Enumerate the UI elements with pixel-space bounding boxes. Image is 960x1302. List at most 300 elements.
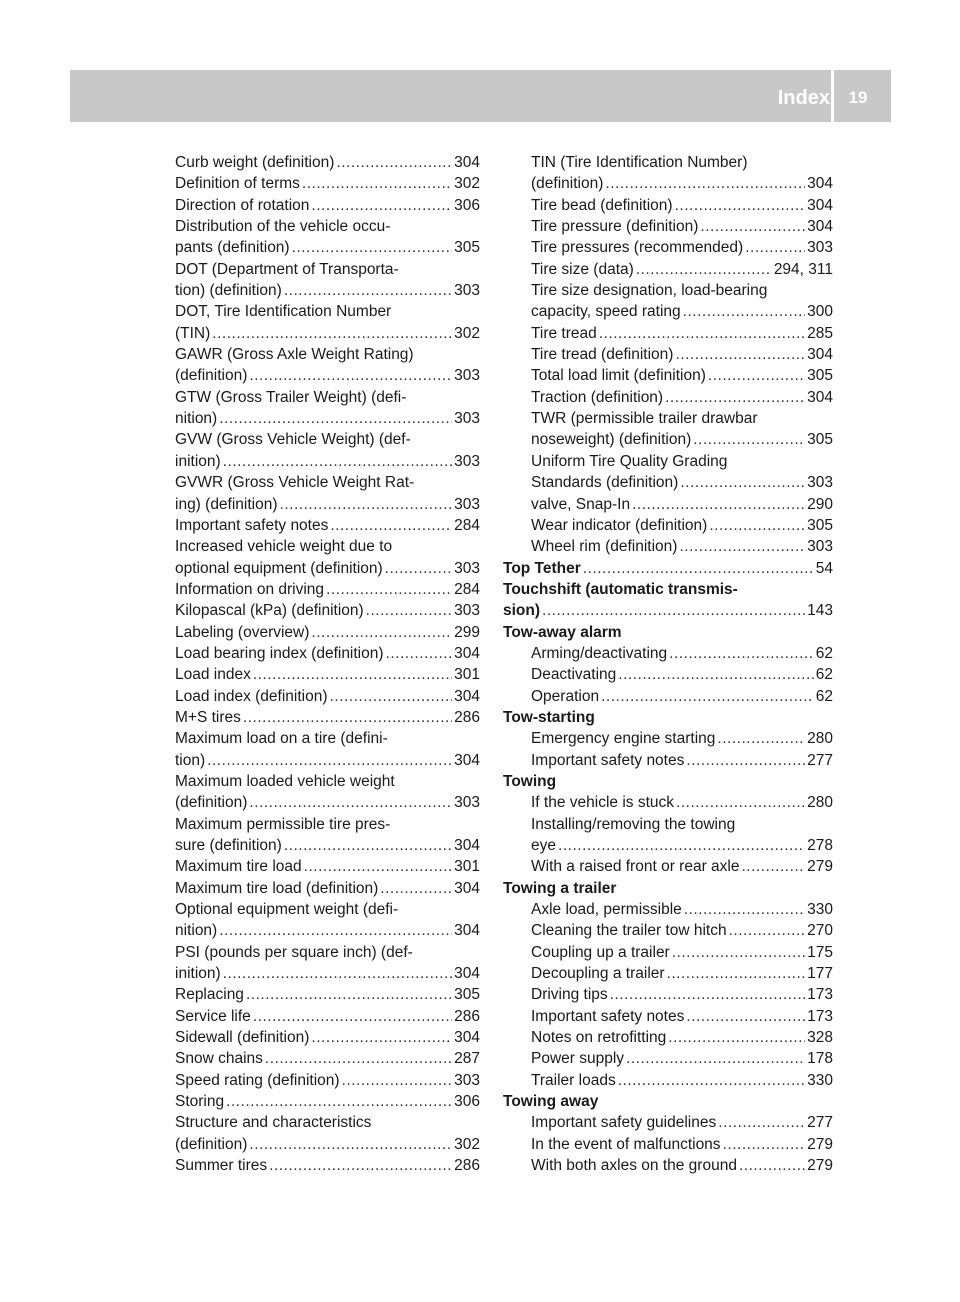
dot-leader [626,1048,805,1069]
index-entry [503,344,833,365]
index-entry-label: Uniform Tire Quality Grading [531,452,728,470]
index-page-ref[interactable]: 303 [454,602,480,620]
index-entry-label: Installing/removing the towing [531,815,736,833]
dot-leader [667,963,806,984]
dot-leader [311,195,452,216]
index-entry [175,152,480,173]
index-entry-label: Tire size designation, load-bearing [531,282,768,300]
index-entry-label: Touchshift (automatic transmis- [503,580,738,598]
index-heading [503,1091,833,1112]
dot-leader [558,835,805,856]
index-page-ref[interactable]: 173 [807,986,833,1004]
index-page-ref[interactable]: 304 [454,687,480,705]
index-page-ref[interactable]: 303 [454,1071,480,1089]
dot-leader [284,280,452,301]
index-entry-label: Structure and characteristics [175,1114,372,1132]
index-entry [175,942,480,963]
index-entry [175,899,480,920]
dot-leader [280,494,453,515]
index-entry-label: valve, Snap-In [531,495,631,513]
index-entry [175,814,480,835]
index-entry [175,984,480,1005]
index-entry [175,387,480,408]
index-entry-label: With both axles on the ground [531,1157,737,1175]
index-entry [175,771,480,792]
index-entry [503,664,833,685]
index-entry-label: Wheel rim (definition) [531,538,678,556]
index-page-ref[interactable]: 280 [807,794,833,812]
index-page-ref[interactable]: 301 [454,666,480,684]
index-entry [503,536,833,557]
index-entry [503,856,833,877]
index-entry-label: Towing a trailer [503,879,617,897]
dot-leader [741,856,805,877]
dot-leader [675,195,806,216]
index-entry-label: Maximum loaded vehicle weight [175,772,395,790]
index-entry-label: Tire pressures (recommended) [531,239,744,257]
index-entry [175,429,480,450]
index-page-ref[interactable]: 303 [454,559,480,577]
index-page-ref[interactable]: 303 [454,452,480,470]
index-page-ref[interactable]: 286 [454,1157,480,1175]
index-page-ref[interactable]: 330 [807,1071,833,1089]
index-page-ref[interactable]: 284 [454,580,480,598]
index-page-ref[interactable]: 270 [807,922,833,940]
index-entry-label: Tire tread [531,324,597,342]
index-page-ref[interactable]: 305 [807,431,833,449]
dot-leader [249,792,452,813]
index-page-ref[interactable]: 303 [807,474,833,492]
index-page-ref[interactable]: 62 [815,687,833,705]
index-page-ref[interactable]: 303 [807,538,833,556]
dot-leader [583,558,814,579]
dot-leader [336,152,452,173]
index-entry-label: Kilopascal (kPa) (definition) [175,602,364,620]
index-entry [503,408,833,429]
index-entry-label: In the event of malfunctions [531,1135,721,1153]
index-page-ref[interactable]: 305 [807,516,833,534]
index-entry [175,536,480,557]
dot-leader [284,835,452,856]
index-entry-label: Storing [175,1093,225,1111]
dot-leader [618,664,813,685]
dot-leader [326,579,452,600]
dot-leader [223,963,452,984]
index-entry-label: M+S tires [175,708,241,726]
index-entry-label: Axle load, permissible [531,901,682,919]
index-entry [503,173,833,194]
dot-leader [636,259,772,280]
index-entry [175,792,480,813]
index-entry-label: inition) [175,452,221,470]
index-entry [503,1070,833,1091]
index-page-ref[interactable]: 304 [807,218,833,236]
index-page-ref[interactable]: 304 [454,644,480,662]
index-entry-label: eye [531,837,556,854]
index-page-ref[interactable]: 303 [454,410,480,428]
index-entry [503,920,833,941]
index-page-ref[interactable]: 302 [454,324,480,342]
index-entry [175,1027,480,1048]
dot-leader [680,472,805,493]
dot-leader [605,173,805,194]
index-entry [503,835,833,856]
index-entry-label: Total load limit (definition) [531,367,706,385]
index-entry [175,963,480,984]
index-entry [175,323,480,344]
index-entry-label: Labeling (overview) [175,623,310,641]
index-page-ref[interactable]: 173 [807,1007,833,1025]
index-entry-label: (definition) [175,367,248,385]
index-page-ref[interactable]: 302 [454,1135,480,1153]
dot-leader [684,899,805,920]
index-entry-label: Replacing [175,986,244,1004]
index-page-ref[interactable]: 304 [454,837,480,854]
index-page-ref[interactable]: 279 [807,1157,833,1175]
dot-leader [717,728,805,749]
index-entry-label: Maximum tire load (definition) [175,879,379,897]
index-entry-label: Standards (definition) [531,474,679,492]
index-entry [175,1091,480,1112]
index-page-ref[interactable]: 304 [454,879,480,897]
dot-leader [675,344,805,365]
index-entry [503,259,833,280]
index-entry [503,686,833,707]
dot-leader [226,1091,452,1112]
index-page-ref[interactable]: 303 [454,367,480,385]
index-page-ref[interactable]: 304 [454,751,480,769]
index-entry-label: inition) [175,965,221,983]
index-page-ref[interactable]: 303 [807,239,833,257]
index-entry-label: (definition) [175,794,248,812]
dot-leader [683,301,805,322]
index-entry-label: ing) (definition) [175,495,278,513]
dot-leader [342,1070,453,1091]
dot-leader [599,323,805,344]
index-entry [175,686,480,707]
index-entry-label: Arming/deactivating [531,644,668,662]
dot-leader [223,451,452,472]
index-entry-label: Tire size (data) [531,260,634,278]
dot-leader [330,686,453,707]
index-page-ref[interactable]: 304 [807,346,833,364]
index-entry [175,1112,480,1133]
dot-leader [672,942,805,963]
index-entry [175,408,480,429]
dot-leader [212,323,452,344]
index-page-ref[interactable]: 304 [454,965,480,983]
index-page-ref[interactable]: 302 [454,175,480,193]
dot-leader [723,1134,806,1155]
index-page-ref[interactable]: 304 [807,196,833,214]
index-entry-label: DOT, Tire Identification Number [175,303,392,321]
index-page-ref[interactable]: 279 [807,1135,833,1153]
index-entry [503,280,833,301]
dot-leader [679,536,805,557]
index-heading [503,622,833,643]
index-entry [175,664,480,685]
dot-leader [253,664,452,685]
index-entry-label: Important safety guidelines [531,1114,717,1132]
dot-leader [292,237,453,258]
index-entry [175,600,480,621]
dot-leader [330,515,452,536]
dot-leader [718,1112,805,1133]
index-page-ref[interactable]: 280 [807,730,833,748]
index-entry [503,643,833,664]
index-entry [175,515,480,536]
index-entry [503,365,833,386]
index-entry-label: optional equipment (definition) [175,559,383,577]
index-page-ref[interactable]: 290 [807,495,833,513]
index-entry [175,494,480,515]
dot-leader [618,1070,805,1091]
index-entry [503,1027,833,1048]
index-entry-label: (TIN) [175,324,211,342]
index-entry [175,344,480,365]
index-entry-label: Snow chains [175,1050,263,1068]
index-entry [175,1134,480,1155]
index-entry [175,1048,480,1069]
index-heading [503,558,833,579]
index-entry [175,1070,480,1091]
index-entry [503,429,833,450]
dot-leader [385,558,452,579]
index-entry [175,579,480,600]
index-entry-label: Tire pressure (definition) [531,218,699,236]
index-page-ref[interactable]: 305 [454,239,480,257]
index-entry-label: sion) [503,602,541,620]
dot-leader [207,750,452,771]
index-column-right [503,152,833,1177]
dot-leader [311,1027,452,1048]
index-entry-label: Power supply [531,1050,625,1068]
dot-leader [304,856,453,877]
index-page-ref[interactable]: 303 [454,794,480,812]
index-entry-label: GAWR (Gross Axle Weight Rating) [175,346,414,364]
index-entry-label: sure (definition) [175,837,282,854]
index-entry-label: Towing [503,772,557,790]
index-heading [503,878,833,899]
index-page-ref[interactable]: 306 [454,196,480,214]
index-entry-label: pants (definition) [175,239,290,257]
index-entry-label: (definition) [531,175,604,193]
index-entry [175,728,480,749]
index-page-ref[interactable]: 299 [454,623,480,641]
dot-leader [219,920,452,941]
index-page-ref[interactable]: 287 [454,1050,480,1068]
index-entry-label: Curb weight (definition) [175,154,335,171]
index-entry [503,1006,833,1027]
index-page-ref[interactable]: 277 [807,751,833,769]
dot-leader [542,600,805,621]
index-entry-label: Summer tires [175,1157,268,1175]
dot-leader [632,494,805,515]
index-entry [175,1006,480,1027]
index-entry-label: Deactivating [531,666,617,684]
index-entry [175,622,480,643]
index-entry [503,472,833,493]
index-page-ref[interactable]: 300 [807,303,833,321]
index-entry-label: Load index [175,666,251,684]
index-page-ref[interactable]: 286 [454,708,480,726]
index-entry-label: Increased vehicle weight due to [175,538,393,556]
dot-leader [745,237,805,258]
index-page-ref[interactable]: 304 [807,388,833,406]
index-entry-label: Traction (definition) [531,388,664,406]
index-entry [503,152,833,173]
index-entry [175,835,480,856]
index-entry-label: tion) (definition) [175,282,282,300]
index-entry-label: Cleaning the trailer tow hitch [531,922,727,940]
index-entry-label: Speed rating (definition) [175,1071,340,1089]
index-page-ref[interactable]: 304 [454,154,480,171]
index-column-left [175,152,480,1177]
index-page-ref[interactable]: 277 [807,1114,833,1132]
dot-leader [380,878,452,899]
index-entry [175,472,480,493]
index-entry [503,984,833,1005]
index-page-ref[interactable]: 330 [807,901,833,919]
index-entry-label: Distribution of the vehicle occu- [175,218,391,236]
index-entry [503,1112,833,1133]
dot-leader [739,1155,805,1176]
index-entry [503,1155,833,1176]
dot-leader [676,792,805,813]
dot-leader [386,643,453,664]
index-entry-label: Trailer loads [531,1071,616,1089]
dot-leader [249,1134,452,1155]
dot-leader [669,643,814,664]
index-entry [175,173,480,194]
index-heading [503,579,833,600]
dot-leader [729,920,806,941]
index-page-ref[interactable]: 304 [454,922,480,940]
index-page-ref[interactable]: 278 [807,837,833,854]
index-page-ref[interactable]: 175 [807,943,833,961]
index-page-ref[interactable]: 306 [454,1093,480,1111]
index-page-ref[interactable]: 279 [807,858,833,876]
index-entry [175,451,480,472]
dot-leader [269,1155,452,1176]
index-page-ref[interactable]: 143 [807,602,833,620]
index-entry [503,494,833,515]
index-entry [175,856,480,877]
index-entry [175,237,480,258]
dot-leader [693,429,805,450]
dot-leader [265,1048,452,1069]
index-entry-label: tion) [175,751,206,769]
index-entry [503,814,833,835]
index-entry-label: Notes on retrofitting [531,1029,667,1047]
index-entry [175,1155,480,1176]
index-entry-label: Maximum load on a tire (defini- [175,730,388,748]
index-page-ref[interactable]: 285 [807,324,833,342]
dot-leader [668,1027,805,1048]
index-page-ref[interactable]: 304 [454,1029,480,1047]
dot-leader [243,707,452,728]
index-entry-label: GVWR (Gross Vehicle Weight Rat- [175,474,415,492]
index-page-ref[interactable]: 62 [815,666,833,684]
index-entry-label: Definition of terms [175,175,300,193]
index-entry-label: Operation [531,687,600,705]
index-entry-label: GTW (Gross Trailer Weight) (defi- [175,388,407,406]
index-entry-label: nition) [175,922,218,940]
index-page-ref[interactable]: 177 [807,965,833,983]
index-page-ref[interactable]: 286 [454,1007,480,1025]
index-page-ref[interactable]: 54 [815,559,833,577]
dot-leader [601,686,814,707]
index-page-ref[interactable]: 284 [454,516,480,534]
index-entry [175,216,480,237]
dot-leader [686,750,805,771]
index-entry [175,365,480,386]
index-entry-label: Emergency engine starting [531,730,716,748]
index-entry [175,707,480,728]
index-page-ref[interactable]: 304 [807,175,833,193]
index-entry [175,920,480,941]
index-entry-label: With a raised front or rear axle [531,858,740,876]
index-entry [503,792,833,813]
index-page-ref[interactable]: 303 [454,495,480,513]
index-entry [503,750,833,771]
index-entry-label: Important safety notes [531,1007,685,1025]
index-entry-label: TIN (Tire Identification Number) [531,154,748,171]
index-entry-label: Important safety notes [175,516,329,534]
index-entry-label: Wear indicator (definition) [531,516,708,534]
index-page-ref[interactable]: 305 [807,367,833,385]
index-page-ref[interactable]: 178 [807,1050,833,1068]
dot-leader [219,408,452,429]
section-title: Index [777,87,830,109]
index-entry-label: Decoupling a trailer [531,965,665,983]
index-entry [503,515,833,536]
index-entry-label: PSI (pounds per square inch) (def- [175,943,413,961]
index-page-ref[interactable]: 301 [454,858,480,876]
index-entry-label: If the vehicle is stuck [531,794,675,812]
index-entry [175,259,480,280]
index-heading [503,600,833,621]
index-entry-label: Tow-away alarm [503,623,622,641]
index-page-ref[interactable]: 305 [454,986,480,1004]
index-page-ref[interactable]: 328 [807,1029,833,1047]
index-entry [503,963,833,984]
index-entry [503,387,833,408]
index-entry [503,1048,833,1069]
dot-leader [366,600,452,621]
dot-leader [665,387,805,408]
index-entry-label: Towing away [503,1093,599,1111]
index-entry-label: Driving tips [531,986,608,1004]
index-page-ref[interactable]: 303 [454,282,480,300]
index-entry-label: Tire tread (definition) [531,346,674,364]
dot-leader [709,515,805,536]
index-heading [503,707,833,728]
index-entry-label: Important safety notes [531,751,685,769]
dot-leader [302,173,452,194]
index-page-ref[interactable]: 294, 311 [773,260,833,278]
index-entry [175,878,480,899]
index-entry-label: nition) [175,410,218,428]
index-entry-label: Coupling up a trailer [531,943,670,961]
dot-leader [253,1006,452,1027]
dot-leader [610,984,805,1005]
index-entry-label: DOT (Department of Transporta- [175,260,399,278]
index-entry-label: Information on driving [175,580,325,598]
index-page-ref[interactable]: 62 [815,644,833,662]
page-number: 19 [848,88,868,107]
index-heading [503,771,833,792]
